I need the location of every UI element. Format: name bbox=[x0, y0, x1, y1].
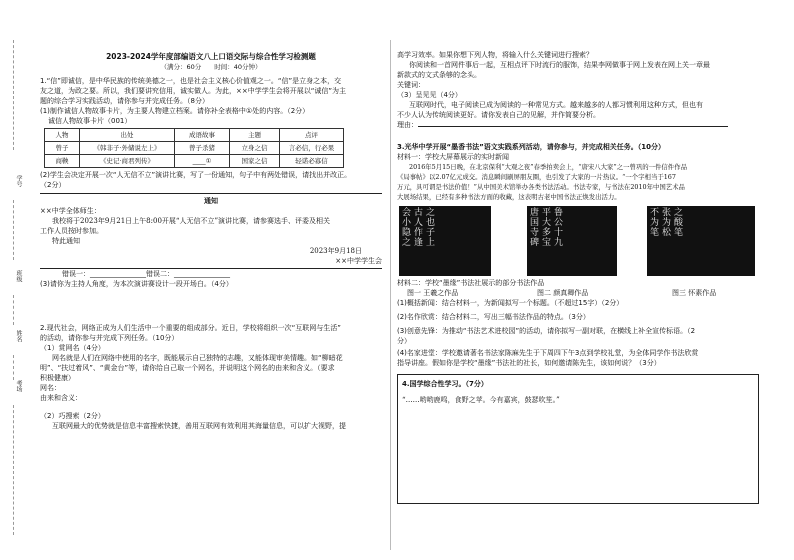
calligraphy-column: 不为笔 bbox=[648, 207, 658, 237]
q2-body: 积极健康） bbox=[40, 374, 75, 382]
card-caption: 诚信人物故事卡片（001） bbox=[48, 117, 132, 125]
q1-sub3: (3)请你为主持人角度，为本次演讲赛设计一段开场白。（4分） bbox=[40, 280, 233, 288]
calligraphy-column: 之也子上 bbox=[424, 207, 434, 247]
question-4-box bbox=[397, 374, 759, 504]
q3-sub3-points: 分） bbox=[397, 337, 411, 345]
calligraphy-image-2 bbox=[527, 206, 617, 276]
table-row bbox=[45, 142, 344, 155]
notice-box bbox=[40, 193, 382, 269]
table-cell: 国家之信 bbox=[230, 155, 280, 168]
keyword-field[interactable]: 关键词： bbox=[397, 81, 425, 89]
question-3 bbox=[397, 142, 759, 368]
page-subtitle: （满分：60分 时间：40分钟） bbox=[160, 63, 262, 71]
calligraphy-column: 会小隐之 bbox=[400, 207, 410, 247]
table-header: 人物 bbox=[45, 129, 80, 142]
caption-1: 图一 王羲之作品 bbox=[407, 289, 459, 297]
meaning-field[interactable]: 由来和含义： bbox=[40, 394, 82, 402]
calligraphy-image-1 bbox=[399, 206, 491, 276]
caption-3: 图三 怀素作品 bbox=[672, 289, 717, 297]
notice-heading: 通知 bbox=[204, 197, 218, 205]
q2-body: 不少人认为传统阅读更好。请你发表自己的见解，并作简要分析。 bbox=[397, 111, 600, 119]
q1-sub2-points: （2分） bbox=[40, 181, 66, 189]
news-text: 《局事帖》以2.07亿元成交。消息瞬间刷屏朋友圈，也引发了大家的一片热议。“一个字相当于167 bbox=[397, 173, 676, 181]
nickname-field[interactable]: 网名： bbox=[40, 384, 61, 392]
notice-body: 我校将于2023年9月21日上午8:00开展“人无信不立”演讲比赛，请参赛选手、评委及相关 bbox=[52, 217, 331, 225]
table-header: 点评 bbox=[280, 129, 344, 142]
q1-text: 1.“信”即诚信，是中华民族的传统美德之一，也是社会主义核心价值观之一。“信”是立身之本，交 bbox=[40, 77, 342, 85]
calligraphy-column: 平大多宝 bbox=[540, 207, 550, 247]
calligraphy-column: 唐国寺碑 bbox=[528, 207, 538, 247]
answer-blank[interactable]: ____① bbox=[175, 155, 230, 168]
table-header: 成语故事 bbox=[175, 129, 230, 142]
news-text: 万元，具可谓是书法价值！”从中国美术馆举办各类书法活动。书法专家，与书法在2010年中国艺术品 bbox=[397, 183, 685, 191]
q3-sub4: 指导讲座。假如你是学校“墨缘”书法社的社长，如何邀请陈先生，该如何说？（3分） bbox=[397, 359, 661, 367]
column-divider bbox=[390, 40, 391, 550]
gutter-label-room: 考场 bbox=[15, 380, 22, 392]
right-column bbox=[397, 50, 759, 504]
binding-gutter bbox=[0, 0, 28, 560]
cut-line bbox=[13, 40, 14, 150]
q2-sub2: （2）巧搜索（2分） bbox=[40, 412, 105, 420]
table-cell: 《韩非子·外储说左上》 bbox=[80, 142, 175, 155]
image-captions bbox=[397, 288, 759, 298]
table-cell: 曾子 bbox=[45, 142, 80, 155]
table-cell: 立身之信 bbox=[230, 142, 280, 155]
q2-body: 明”、“扶过着风”、“黄金台”等，请你给自己取一个网名，并说明这个网名的由来和含义。（要求 bbox=[40, 364, 335, 372]
q2-continued: 你阅读和一首网件事后一起，互相点评下时流行的服饰，结果李网做事于网上发表在网上关一章最 bbox=[409, 61, 710, 69]
table-row bbox=[45, 155, 344, 168]
question-2 bbox=[40, 323, 382, 431]
notice-salutation: ××中学全体师生： bbox=[40, 207, 101, 215]
material-1: 材料一：学校大屏幕展示的实时新闻 bbox=[397, 153, 509, 161]
q3-sub1: (1)概括新闻：结合材料一，为新闻拟写一个标题。（不超过15字）（2分） bbox=[397, 299, 624, 307]
reason-label: 理由： bbox=[397, 121, 418, 129]
q4-title: 4.国学综合性学习。（7分） bbox=[402, 380, 488, 388]
cut-line bbox=[13, 200, 14, 260]
news-text: 大展场结果，已经有多种书法方面的收藏，这表明古老中国书法正焕发出活力。 bbox=[397, 193, 621, 201]
notice-body: 工作人员按时参加。 bbox=[40, 227, 103, 235]
calligraphy-images bbox=[397, 206, 759, 278]
q3-sub3: (3)创意先锋：为推动“书法艺术进校园”的活动，请你拟写一副对联，在横线上补全宣传标语。（2 bbox=[397, 327, 696, 335]
q1-text: 题的综合学习实践活动，请你参与并完成任务。（8分） bbox=[40, 97, 209, 105]
calligraphy-column: 鲁公十九 bbox=[552, 207, 562, 247]
answer-line[interactable] bbox=[418, 126, 728, 127]
q4-quote: “……哟哟鹿鸣，食野之苹。今有嘉宾，鼓瑟吹笙。” bbox=[402, 396, 560, 404]
calligraphy-column: 古人作逢 bbox=[412, 207, 422, 247]
notice-closing: 特此通知 bbox=[52, 237, 80, 245]
calligraphy-column: 张为松 bbox=[660, 207, 670, 237]
q2-continued: 新款式的文式条够的念头。 bbox=[397, 71, 481, 79]
table-cell: 轻诺必寡信 bbox=[280, 155, 344, 168]
story-card-table bbox=[44, 128, 344, 168]
table-cell: 言必信，行必果 bbox=[280, 142, 344, 155]
left-column bbox=[40, 38, 382, 431]
table-header: 出处 bbox=[80, 129, 175, 142]
gutter-label-class: 班级 bbox=[15, 270, 22, 282]
q2-text: 2.现代社会，网络正成为人们生活中一个重要的组成部分。近日，学校将组织一次“互联网与生活” bbox=[40, 324, 341, 332]
q2-sub3: （3）呈见见（4分） bbox=[397, 91, 462, 99]
q2-body: 网名就是人们在网络中使用的名字，既能展示自己独特的志趣，又能体现审美情趣。如“柳暗花 bbox=[52, 354, 343, 362]
page-title: 2023-2024学年度部编语文八上口语交际与综合性学习检测题 bbox=[106, 52, 316, 61]
q3-title: 3.光华中学开展“墨香书法”语文实践系列活动，请你参与，并完成相关任务。（10分） bbox=[397, 143, 665, 151]
q2-body: 互联网时代，电子阅读已成为阅读的一种常见方式。越来越多的人都习惯利用这种方式，但也有 bbox=[409, 101, 703, 109]
q3-sub2: (2)名作欣赏：结合材料二，写出三幅书法作品的特点。（3分） bbox=[397, 313, 590, 321]
calligraphy-image-3 bbox=[647, 206, 755, 276]
q2-sub1: （1）赏网名（4分） bbox=[40, 344, 105, 352]
table-cell: 曾子杀猪 bbox=[175, 142, 230, 155]
q2-body: 互联网最大的优势就是信息丰富搜索快捷，善用互联网有效利用其海量信息，可以扩大视野，提 bbox=[52, 422, 346, 430]
notice-org: ××中学学生会 bbox=[335, 257, 382, 265]
notice-date: 2023年9月18日 bbox=[309, 247, 362, 255]
table-cell: 商鞅 bbox=[45, 155, 80, 168]
cut-line bbox=[13, 355, 14, 380]
q1-text: 友之道，为政之要。所以，我们要讲究信用，诚实做人。为此，××中学学生会将开展以“诚信”为主 bbox=[40, 87, 346, 95]
error-answer-line[interactable]: 错误一：________________错误二：________________ bbox=[62, 270, 230, 278]
calligraphy-column: 之酸笔 bbox=[672, 207, 682, 237]
material-2: 材料二：学校“墨缘”书法社展示的部分书法作品 bbox=[397, 279, 545, 287]
gutter-label-id: 学号 bbox=[15, 175, 22, 187]
caption-2: 图二 颜真卿作品 bbox=[537, 289, 589, 297]
cut-line bbox=[13, 405, 14, 535]
q3-sub4: (4)名家进堂：学校邀请著名书法家陈麻先生于下周四下午3点到学校礼堂，为全体同学作书法欣赏 bbox=[397, 349, 699, 357]
q2-text: 的活动，请你参与并完成下列任务。（10分） bbox=[40, 334, 179, 342]
news-text: 2016年5月15日晚，在北京保利“大观之夜”春季拍卖会上，“唐宋八大家”之一曾巩的一件信件作品 bbox=[409, 163, 687, 171]
gutter-label-name: 姓名 bbox=[15, 330, 22, 342]
q1-sub1: (1)制作诚信人物故事卡片，为主要人物建立档案。请你补全表格中①处的内容。（2分） bbox=[40, 107, 310, 115]
q1-sub2: (2)学生会决定开展一次“人无信不立”演讲比赛，写了一份通知，句子中有两处错误，请找出并改正。 bbox=[40, 171, 352, 179]
cut-line bbox=[13, 295, 14, 325]
table-header: 主题 bbox=[230, 129, 280, 142]
q2-continued: 高学习效率。如果你想下列人物，将输入什么关键词进行搜索？ bbox=[397, 51, 593, 59]
question-1 bbox=[40, 76, 382, 289]
reason-field[interactable] bbox=[397, 120, 759, 130]
table-cell: 《史记·商君列传》 bbox=[80, 155, 175, 168]
